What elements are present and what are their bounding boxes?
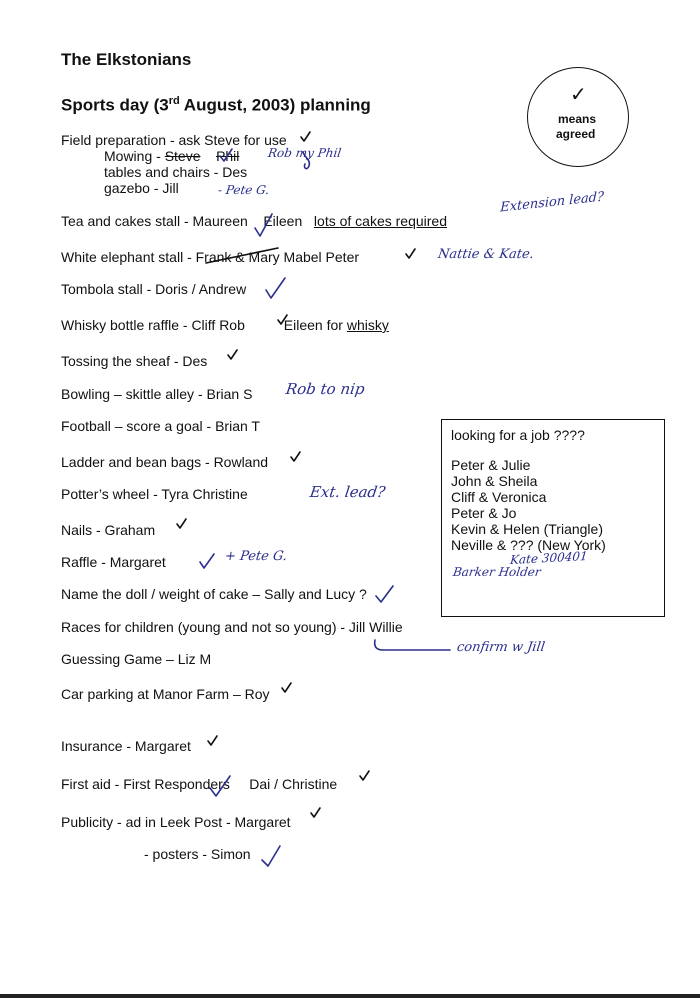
handwritten-barker-holder: Barker Holder [452, 565, 542, 579]
handwritten-kate-number: Kate 300401 [509, 548, 589, 568]
check-icon [406, 249, 415, 258]
line-races: Races for children (young and not so young) - Jill Willie [61, 619, 403, 635]
line-bowling: Bowling – skittle alley - Brian S [61, 386, 253, 402]
check-icon [360, 771, 369, 780]
handwritten-pete-g-2: + Pete G. [223, 549, 289, 564]
white-frank: Frank & [195, 249, 245, 265]
job-person: Cliff & Veronica [451, 489, 547, 505]
document-title: The Elkstonians [61, 50, 192, 69]
line-posters: - posters - Simon [144, 846, 251, 862]
tea-eileen: Eileen [263, 213, 303, 229]
scan-bottom-edge [0, 994, 700, 998]
check-icon [210, 776, 230, 796]
whisky-eileen: Eileen for [283, 317, 343, 333]
white-rest: Mary Mabel Peter [248, 249, 360, 265]
heading-sup: rd [168, 95, 180, 107]
heading-main: Sports day (3 [61, 95, 169, 115]
whisky-word: whisky [346, 317, 389, 333]
legend-means: means [558, 112, 597, 126]
tea-text: Tea and cakes stall - Maureen [61, 213, 248, 229]
job-person: John & Sheila [451, 473, 538, 489]
line-tossing: Tossing the sheaf - Des [61, 353, 208, 369]
check-icon [220, 149, 232, 161]
mowing-label: Mowing - [104, 148, 161, 164]
line-parking: Car parking at Manor Farm – Roy [61, 686, 270, 702]
strike-line [206, 248, 278, 263]
check-icon [291, 452, 300, 461]
check-icon [228, 350, 237, 359]
legend-check-icon: ✓ [570, 84, 587, 106]
heading-rest: August, 2003) planning [179, 95, 371, 115]
white-label: White elephant stall - [61, 249, 192, 265]
handwritten-nattie-kate: Nattie & Kate. [436, 247, 535, 262]
check-icon [255, 214, 272, 236]
line-tombola: Tombola stall - Doris / Andrew [61, 281, 247, 297]
line-gazebo: gazebo - Jill [104, 180, 179, 196]
check-icon [301, 132, 310, 141]
check-icon [262, 846, 280, 866]
mowing-steve: Steve [164, 148, 201, 164]
firstaid-dai: Dai / Christine [249, 776, 338, 792]
firstaid-text: First aid - First Responders [61, 776, 230, 792]
handwritten-rob-phil: Rob my Phil [267, 146, 343, 160]
scribble-line [303, 152, 309, 169]
check-icon [278, 315, 287, 324]
check-icon [177, 519, 186, 528]
line-publicity: Publicity - ad in Leek Post - Margaret [61, 814, 291, 830]
line-potter: Potter’s wheel - Tyra Christine [61, 486, 248, 502]
line-tables-chairs: tables and chairs - Des [104, 164, 248, 180]
handwritten-ext-lead: Ext. lead? [308, 483, 387, 501]
tea-note: lots of cakes required [313, 213, 447, 229]
handwritten-confirm-jill: confirm w Jill [455, 640, 546, 655]
mowing-phil: Phil [216, 148, 240, 164]
check-icon [266, 278, 285, 298]
line-guessing: Guessing Game – Liz M [61, 651, 212, 667]
job-person: Peter & Julie [451, 457, 531, 473]
line-ladder: Ladder and bean bags - Rowland [61, 454, 269, 470]
job-person: Kevin & Helen (Triangle) [451, 521, 603, 537]
whisky-text: Whisky bottle raffle - Cliff Rob [61, 317, 245, 333]
line-field-preparation: Field preparation - ask Steve for use [61, 132, 287, 148]
handwritten-rob-to-nip: Rob to nip [284, 380, 366, 398]
handwritten-pete-g: - Pete G. [217, 183, 271, 197]
check-icon [282, 683, 291, 692]
line-football: Football – score a goal - Brian T [61, 418, 260, 434]
check-icon [208, 736, 217, 745]
line-insurance: Insurance - Margaret [61, 738, 191, 754]
line-nails: Nails - Graham [61, 522, 156, 538]
handwritten-extension-lead: Extension lead? [500, 189, 605, 216]
job-person: Neville & ??? (New York) [451, 537, 606, 553]
check-icon [200, 554, 214, 568]
line-doll: Name the doll / weight of cake – Sally and Lucy ? [61, 586, 367, 602]
job-person: Peter & Jo [451, 505, 517, 521]
check-icon [311, 808, 320, 817]
legend-agreed: agreed [556, 127, 596, 141]
job-box-title: looking for a job ???? [451, 427, 585, 443]
line-raffle: Raffle - Margaret [61, 554, 166, 570]
check-icon [376, 586, 393, 602]
bracket-line [375, 640, 450, 650]
